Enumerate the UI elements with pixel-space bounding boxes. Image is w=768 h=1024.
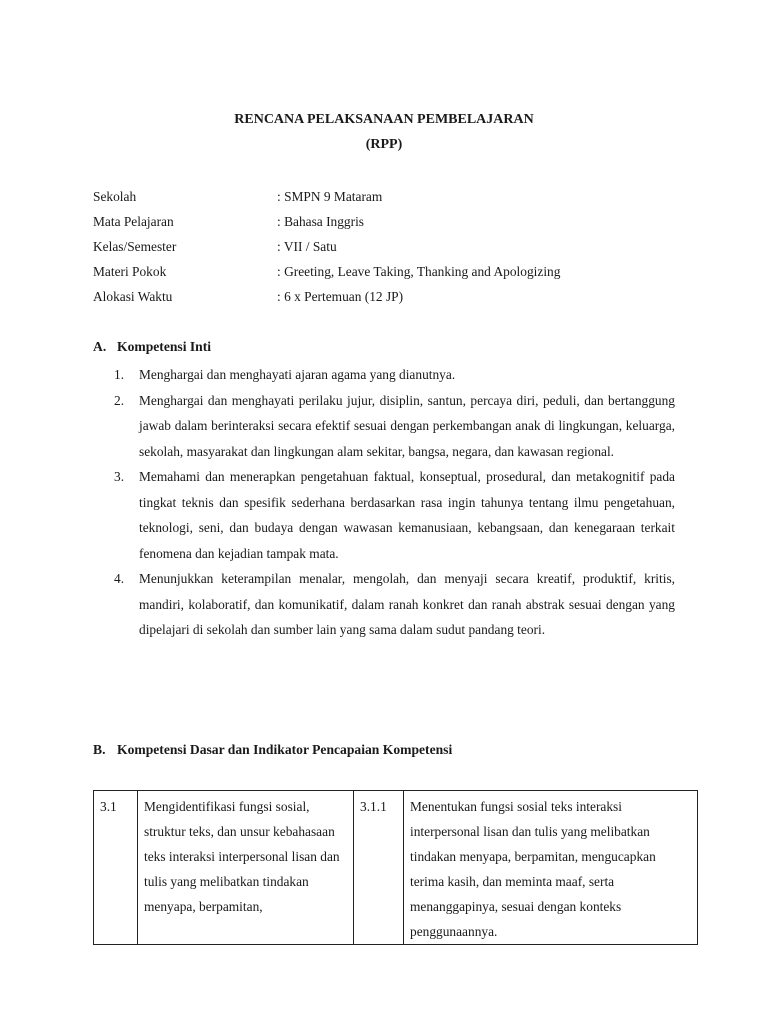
indicator-text-cell: Menentukan fungsi sosial teks interaksi interpersonal lisan dan tulis yang melibatkan tindakan menyapa, berpamitan, mengucapkan terima kasih, dan meminta maaf, serta menanggapinya, sesuai dengan konteks penggunaannya. (404, 791, 698, 945)
identity-value: : Bahasa Inggris (277, 214, 365, 229)
list-text: Menunjukkan keterampilan menalar, mengolah, dan menyaji secara kreatif, produktif, kritis, mandiri, kolaboratif, dan komunikatif, dalam ranah konkret dan ranah abstrak sesuai dengan yang dipelajari di sekolah dan sumber lain yang sama dalam sudut pandang teori. (139, 571, 675, 637)
competency-table (93, 790, 698, 945)
document-subtitle: (RPP) (365, 137, 403, 152)
list-item (114, 362, 675, 388)
section-title: Kompetensi Inti (117, 339, 212, 354)
identity-label: Kelas/Semester (93, 239, 177, 254)
core-competency-list (114, 362, 675, 643)
identity-value: : 6 x Pertemuan (12 JP) (277, 289, 404, 304)
list-number: 4. (114, 571, 125, 586)
identity-label: Mata Pelajaran (93, 214, 174, 229)
list-text: Menghargai dan menghayati ajaran agama yang dianutnya. (139, 367, 456, 382)
table-row (94, 791, 698, 945)
indicator-code-cell: 3.1.1 (354, 791, 404, 945)
identity-label: Materi Pokok (93, 264, 167, 279)
kd-text-cell: Mengidentifikasi fungsi sosial, struktur teks, dan unsur kebahasaan teks interaksi interpersonal lisan dan tulis yang melibatkan tindakan menyapa, berpamitan, (138, 791, 354, 945)
list-text: Memahami dan menerapkan pengetahuan faktual, konseptual, prosedural, dan metakognitif pada tingkat teknis dan spesifik sederhana berdasarkan rasa ingin tahunya tentang ilmu pengetahuan, teknologi, seni, dan budaya dengan wawasan kemanusiaan, kebangsaan, dan kenegaraan terkait fenomena dan kejadian tampak mata. (139, 469, 675, 561)
section-b-heading (93, 742, 452, 758)
list-number: 2. (114, 392, 125, 408)
list-item (114, 464, 675, 566)
list-item (114, 566, 675, 643)
section-title: Kompetensi Dasar dan Indikator Pencapaian Kompetensi (117, 742, 453, 757)
list-number: 3. (114, 469, 125, 484)
kd-code-cell: 3.1 (94, 791, 138, 945)
list-number: 1. (114, 367, 125, 382)
identity-label: Sekolah (93, 189, 137, 204)
section-letter: A. (93, 339, 107, 354)
section-letter: B. (93, 742, 106, 757)
identity-value: : Greeting, Leave Taking, Thanking and Apologizing (277, 264, 561, 279)
section-a-heading (93, 339, 211, 355)
list-item (114, 388, 675, 465)
identity-value: : VII / Satu (277, 239, 337, 254)
identity-label: Alokasi Waktu (93, 289, 173, 304)
identity-value: : SMPN 9 Mataram (277, 189, 383, 204)
list-text: Menghargai dan menghayati perilaku jujur, disiplin, santun, percaya diri, peduli, dan bertanggung jawab dalam berinteraksi secara efektif sesuai dengan perkembangan anak di lingkungan, keluarga, sekolah, masyarakat dan lingkungan alam sekitar, bangsa, negara, dan kawasan regional. (139, 392, 675, 459)
document-title: RENCANA PELAKSANAAN PEMBELAJARAN (234, 112, 534, 127)
